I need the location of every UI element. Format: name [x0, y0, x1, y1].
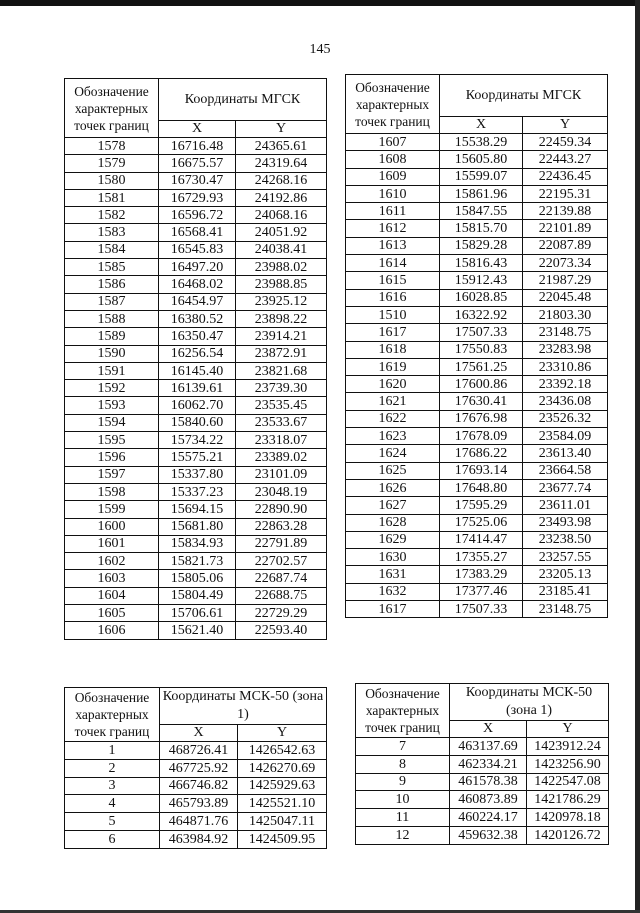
x-coordinate-cell: 15575.21 [159, 449, 236, 466]
point-id-cell: 1598 [65, 483, 159, 500]
x-coordinate-cell: 17377.46 [440, 583, 523, 600]
point-id-cell: 1630 [346, 549, 440, 566]
point-id-cell: 1614 [346, 255, 440, 272]
x-coordinate-cell: 15337.80 [159, 466, 236, 483]
point-id-cell: 1593 [65, 397, 159, 414]
x-coordinate-cell: 17630.41 [440, 393, 523, 410]
x-column-header: X [450, 721, 527, 738]
x-coordinate-cell: 17507.33 [440, 601, 523, 618]
x-coordinate-cell: 15815.70 [440, 220, 523, 237]
table-row [356, 809, 609, 827]
point-id-cell: 1609 [346, 168, 440, 185]
coordinates-header: Координаты МГСК [159, 79, 327, 121]
table-row [346, 168, 608, 185]
table-row [65, 759, 327, 777]
point-id-cell: 1591 [65, 362, 159, 379]
y-coordinate-cell: 1421786.29 [527, 791, 609, 809]
y-coordinate-cell: 23898.22 [236, 310, 327, 327]
point-id-cell: 1578 [65, 138, 159, 155]
point-id-cell: 8 [356, 755, 450, 773]
y-coordinate-cell: 22687.74 [236, 570, 327, 587]
y-coordinate-cell: 1420978.18 [527, 809, 609, 827]
point-id-cell: 4 [65, 795, 160, 813]
x-coordinate-cell: 16139.61 [159, 380, 236, 397]
y-coordinate-cell: 22139.88 [523, 203, 608, 220]
x-coordinate-cell: 17525.06 [440, 514, 523, 531]
y-coordinate-cell: 24051.92 [236, 224, 327, 241]
point-id-cell: 5 [65, 813, 160, 831]
point-id-cell: 1613 [346, 237, 440, 254]
table-row [356, 755, 609, 773]
y-coordinate-cell: 24365.61 [236, 138, 327, 155]
y-coordinate-cell: 22863.28 [236, 518, 327, 535]
x-coordinate-cell: 16256.54 [159, 345, 236, 362]
table-row [356, 773, 609, 791]
point-id-cell: 1589 [65, 328, 159, 345]
table-row [65, 328, 327, 345]
point-id-cell: 1580 [65, 172, 159, 189]
table-row [346, 237, 608, 254]
y-coordinate-cell: 24268.16 [236, 172, 327, 189]
x-coordinate-cell: 461578.38 [450, 773, 527, 791]
y-coordinate-cell: 23238.50 [523, 531, 608, 548]
point-id-cell: 12 [356, 826, 450, 844]
x-coordinate-cell: 15734.22 [159, 432, 236, 449]
x-coordinate-cell: 462334.21 [450, 755, 527, 773]
designation-header: Обозначение характерных точек границ [346, 75, 440, 134]
y-coordinate-cell: 22436.45 [523, 168, 608, 185]
point-id-cell: 2 [65, 759, 160, 777]
x-coordinate-cell: 17414.47 [440, 531, 523, 548]
table-row [65, 432, 327, 449]
x-coordinate-cell: 16145.40 [159, 362, 236, 379]
point-id-cell: 1611 [346, 203, 440, 220]
y-coordinate-cell: 23584.09 [523, 428, 608, 445]
table-row [346, 185, 608, 202]
y-coordinate-cell: 23205.13 [523, 566, 608, 583]
coordinates-table-mgsk-right [345, 74, 608, 618]
table-row [346, 566, 608, 583]
x-coordinate-cell: 17595.29 [440, 497, 523, 514]
point-id-cell: 1617 [346, 324, 440, 341]
y-coordinate-cell: 22459.34 [523, 134, 608, 151]
x-coordinate-cell: 15829.28 [440, 237, 523, 254]
x-coordinate-cell: 17600.86 [440, 376, 523, 393]
y-coordinate-cell: 23101.09 [236, 466, 327, 483]
x-coordinate-cell: 16675.57 [159, 155, 236, 172]
point-id-cell: 9 [356, 773, 450, 791]
table-row [65, 155, 327, 172]
y-coordinate-cell: 1425047.11 [238, 813, 327, 831]
table-row [346, 497, 608, 514]
y-coordinate-cell: 23257.55 [523, 549, 608, 566]
x-coordinate-cell: 17693.14 [440, 462, 523, 479]
x-coordinate-cell: 16545.83 [159, 241, 236, 258]
table-row [356, 738, 609, 756]
table-row [356, 791, 609, 809]
y-coordinate-cell: 23988.85 [236, 276, 327, 293]
y-coordinate-cell: 23677.74 [523, 479, 608, 496]
y-column-header: Y [238, 725, 327, 742]
x-coordinate-cell: 15861.96 [440, 185, 523, 202]
x-column-header: X [160, 725, 238, 742]
table-row [346, 410, 608, 427]
table-row [346, 462, 608, 479]
x-coordinate-cell: 15621.40 [159, 622, 236, 639]
page-number: 145 [309, 42, 331, 57]
x-coordinate-cell: 15538.29 [440, 134, 523, 151]
point-id-cell: 1628 [346, 514, 440, 531]
table-row [65, 605, 327, 622]
table-row [65, 189, 327, 206]
point-id-cell: 10 [356, 791, 450, 809]
x-coordinate-cell: 463137.69 [450, 738, 527, 756]
table-row [65, 362, 327, 379]
table-row [346, 220, 608, 237]
point-id-cell: 1590 [65, 345, 159, 362]
table-row [346, 428, 608, 445]
table-row [65, 138, 327, 155]
point-id-cell: 1629 [346, 531, 440, 548]
x-coordinate-cell: 16497.20 [159, 259, 236, 276]
x-coordinate-cell: 466746.82 [160, 777, 238, 795]
point-id-cell: 1605 [65, 605, 159, 622]
y-coordinate-cell: 23283.98 [523, 341, 608, 358]
point-id-cell: 1620 [346, 376, 440, 393]
table-row [346, 514, 608, 531]
table-row [65, 813, 327, 831]
y-coordinate-cell: 23988.02 [236, 259, 327, 276]
point-id-cell: 1602 [65, 553, 159, 570]
point-id-cell: 1610 [346, 185, 440, 202]
y-coordinate-cell: 1425929.63 [238, 777, 327, 795]
point-id-cell: 1625 [346, 462, 440, 479]
x-coordinate-cell: 16454.97 [159, 293, 236, 310]
table-row [65, 742, 327, 760]
x-coordinate-cell: 460873.89 [450, 791, 527, 809]
x-coordinate-cell: 15694.15 [159, 501, 236, 518]
y-coordinate-cell: 1424509.95 [238, 830, 327, 848]
x-coordinate-cell: 17686.22 [440, 445, 523, 462]
x-coordinate-cell: 16729.93 [159, 189, 236, 206]
table-row [346, 445, 608, 462]
point-id-cell: 1618 [346, 341, 440, 358]
designation-header: Обозначение характерных точек границ [65, 688, 160, 742]
y-coordinate-cell: 23533.67 [236, 414, 327, 431]
coordinates-table-mgsk-left [64, 78, 327, 640]
y-coordinate-cell: 22890.90 [236, 501, 327, 518]
y-coordinate-cell: 23436.08 [523, 393, 608, 410]
y-coordinate-cell: 23925.12 [236, 293, 327, 310]
x-coordinate-cell: 465793.89 [160, 795, 238, 813]
point-id-cell: 1603 [65, 570, 159, 587]
point-id-cell: 1 [65, 742, 160, 760]
table-row [65, 345, 327, 362]
point-id-cell: 1604 [65, 587, 159, 604]
point-id-cell: 1585 [65, 259, 159, 276]
y-coordinate-cell: 23493.98 [523, 514, 608, 531]
point-id-cell: 1594 [65, 414, 159, 431]
table-row [65, 310, 327, 327]
x-coordinate-cell: 15912.43 [440, 272, 523, 289]
x-coordinate-cell: 17561.25 [440, 358, 523, 375]
x-coordinate-cell: 15804.49 [159, 587, 236, 604]
table-row [346, 549, 608, 566]
y-coordinate-cell: 23914.21 [236, 328, 327, 345]
y-coordinate-cell: 23613.40 [523, 445, 608, 462]
y-coordinate-cell: 23148.75 [523, 601, 608, 618]
y-coordinate-cell: 22593.40 [236, 622, 327, 639]
coordinates-header: Координаты МСК-50 (зона 1) [160, 688, 327, 725]
coordinates-table-msk50-right [355, 683, 609, 845]
table-row [346, 358, 608, 375]
y-coordinate-cell: 24068.16 [236, 207, 327, 224]
x-coordinate-cell: 15605.80 [440, 151, 523, 168]
point-id-cell: 1584 [65, 241, 159, 258]
y-coordinate-cell: 1425521.10 [238, 795, 327, 813]
table-row [65, 830, 327, 848]
table-row [65, 795, 327, 813]
y-coordinate-cell: 23872.91 [236, 345, 327, 362]
coordinates-table-msk50-left [64, 687, 327, 849]
x-coordinate-cell: 17676.98 [440, 410, 523, 427]
scan-border-top [0, 0, 640, 6]
point-id-cell: 1583 [65, 224, 159, 241]
table-row [65, 449, 327, 466]
table-row [65, 224, 327, 241]
table-row [356, 826, 609, 844]
point-id-cell: 1582 [65, 207, 159, 224]
point-id-cell: 11 [356, 809, 450, 827]
table-row [346, 203, 608, 220]
y-coordinate-cell: 22702.57 [236, 553, 327, 570]
x-coordinate-cell: 15834.93 [159, 535, 236, 552]
x-coordinate-cell: 463984.92 [160, 830, 238, 848]
y-column-header: Y [527, 721, 609, 738]
x-coordinate-cell: 15816.43 [440, 255, 523, 272]
x-coordinate-cell: 17507.33 [440, 324, 523, 341]
designation-header: Обозначение характерных точек границ [356, 684, 450, 738]
x-coordinate-cell: 15805.06 [159, 570, 236, 587]
table-row [65, 207, 327, 224]
x-coordinate-cell: 15681.80 [159, 518, 236, 535]
table-row [65, 241, 327, 258]
y-coordinate-cell: 23389.02 [236, 449, 327, 466]
x-coordinate-cell: 16062.70 [159, 397, 236, 414]
point-id-cell: 1587 [65, 293, 159, 310]
point-id-cell: 1600 [65, 518, 159, 535]
table-row [65, 622, 327, 639]
y-coordinate-cell: 21803.30 [523, 306, 608, 323]
table-row [65, 483, 327, 500]
table-row [346, 376, 608, 393]
x-column-header: X [440, 117, 523, 134]
x-coordinate-cell: 16716.48 [159, 138, 236, 155]
y-coordinate-cell: 23821.68 [236, 362, 327, 379]
y-coordinate-cell: 23392.18 [523, 376, 608, 393]
y-coordinate-cell: 23611.01 [523, 497, 608, 514]
table-row [346, 531, 608, 548]
y-coordinate-cell: 22195.31 [523, 185, 608, 202]
y-coordinate-cell: 23739.30 [236, 380, 327, 397]
table-row [346, 151, 608, 168]
y-coordinate-cell: 22087.89 [523, 237, 608, 254]
point-id-cell: 1586 [65, 276, 159, 293]
y-coordinate-cell: 1426542.63 [238, 742, 327, 760]
table-row [65, 276, 327, 293]
x-coordinate-cell: 15337.23 [159, 483, 236, 500]
point-id-cell: 1601 [65, 535, 159, 552]
x-coordinate-cell: 15599.07 [440, 168, 523, 185]
table-row [346, 255, 608, 272]
y-coordinate-cell: 1426270.69 [238, 759, 327, 777]
table-row [346, 583, 608, 600]
x-coordinate-cell: 15706.61 [159, 605, 236, 622]
table-row [346, 324, 608, 341]
point-id-cell: 1596 [65, 449, 159, 466]
table-row [346, 601, 608, 618]
x-coordinate-cell: 17678.09 [440, 428, 523, 445]
y-coordinate-cell: 23148.75 [523, 324, 608, 341]
y-coordinate-cell: 1420126.72 [527, 826, 609, 844]
point-id-cell: 6 [65, 830, 160, 848]
y-coordinate-cell: 1422547.08 [527, 773, 609, 791]
y-column-header: Y [236, 121, 327, 138]
x-coordinate-cell: 16468.02 [159, 276, 236, 293]
scan-border-right [635, 0, 640, 913]
y-coordinate-cell: 23664.58 [523, 462, 608, 479]
point-id-cell: 1579 [65, 155, 159, 172]
table-row [65, 570, 327, 587]
point-id-cell: 1595 [65, 432, 159, 449]
coordinates-header: Координаты МСК-50 (зона 1) [450, 684, 609, 721]
table-row [65, 587, 327, 604]
x-coordinate-cell: 15840.60 [159, 414, 236, 431]
table-row [65, 380, 327, 397]
x-coordinate-cell: 16380.52 [159, 310, 236, 327]
point-id-cell: 1626 [346, 479, 440, 496]
designation-header: Обозначение характерных точек границ [65, 79, 159, 138]
x-coordinate-cell: 16730.47 [159, 172, 236, 189]
table-row [65, 501, 327, 518]
x-coordinate-cell: 464871.76 [160, 813, 238, 831]
table-row [346, 306, 608, 323]
x-coordinate-cell: 15821.73 [159, 553, 236, 570]
table-row [65, 553, 327, 570]
table-row [346, 134, 608, 151]
x-coordinate-cell: 17355.27 [440, 549, 523, 566]
y-coordinate-cell: 21987.29 [523, 272, 608, 289]
point-id-cell: 1581 [65, 189, 159, 206]
point-id-cell: 1615 [346, 272, 440, 289]
x-coordinate-cell: 467725.92 [160, 759, 238, 777]
table-row [346, 341, 608, 358]
point-id-cell: 1612 [346, 220, 440, 237]
point-id-cell: 1619 [346, 358, 440, 375]
y-coordinate-cell: 23310.86 [523, 358, 608, 375]
y-coordinate-cell: 23048.19 [236, 483, 327, 500]
point-id-cell: 1608 [346, 151, 440, 168]
table-row [65, 414, 327, 431]
x-coordinate-cell: 16322.92 [440, 306, 523, 323]
y-coordinate-cell: 1423256.90 [527, 755, 609, 773]
point-id-cell: 1624 [346, 445, 440, 462]
coordinates-header: Координаты МГСК [440, 75, 608, 117]
y-coordinate-cell: 1423912.24 [527, 738, 609, 756]
point-id-cell: 1627 [346, 497, 440, 514]
table-row [65, 466, 327, 483]
table-row [65, 535, 327, 552]
y-coordinate-cell: 24038.41 [236, 241, 327, 258]
y-coordinate-cell: 22729.29 [236, 605, 327, 622]
point-id-cell: 1621 [346, 393, 440, 410]
table-row [346, 289, 608, 306]
table-row [65, 777, 327, 795]
y-coordinate-cell: 22443.27 [523, 151, 608, 168]
x-coordinate-cell: 15847.55 [440, 203, 523, 220]
point-id-cell: 1622 [346, 410, 440, 427]
table-row [346, 479, 608, 496]
point-id-cell: 1632 [346, 583, 440, 600]
table-row [65, 518, 327, 535]
table-row [65, 397, 327, 414]
x-coordinate-cell: 17383.29 [440, 566, 523, 583]
x-coordinate-cell: 16568.41 [159, 224, 236, 241]
x-coordinate-cell: 16028.85 [440, 289, 523, 306]
y-coordinate-cell: 23526.32 [523, 410, 608, 427]
table-row [65, 259, 327, 276]
point-id-cell: 7 [356, 738, 450, 756]
x-coordinate-cell: 17648.80 [440, 479, 523, 496]
y-coordinate-cell: 24192.86 [236, 189, 327, 206]
point-id-cell: 1599 [65, 501, 159, 518]
point-id-cell: 1616 [346, 289, 440, 306]
table-row [65, 172, 327, 189]
y-coordinate-cell: 22688.75 [236, 587, 327, 604]
point-id-cell: 1597 [65, 466, 159, 483]
x-coordinate-cell: 17550.83 [440, 341, 523, 358]
point-id-cell: 1588 [65, 310, 159, 327]
point-id-cell: 1606 [65, 622, 159, 639]
x-column-header: X [159, 121, 236, 138]
point-id-cell: 1592 [65, 380, 159, 397]
x-coordinate-cell: 16350.47 [159, 328, 236, 345]
x-coordinate-cell: 459632.38 [450, 826, 527, 844]
y-column-header: Y [523, 117, 608, 134]
point-id-cell: 1617 [346, 601, 440, 618]
table-row [346, 272, 608, 289]
x-coordinate-cell: 468726.41 [160, 742, 238, 760]
x-coordinate-cell: 460224.17 [450, 809, 527, 827]
y-coordinate-cell: 22045.48 [523, 289, 608, 306]
table-row [346, 393, 608, 410]
y-coordinate-cell: 23318.07 [236, 432, 327, 449]
y-coordinate-cell: 22101.89 [523, 220, 608, 237]
point-id-cell: 1607 [346, 134, 440, 151]
point-id-cell: 1631 [346, 566, 440, 583]
y-coordinate-cell: 22791.89 [236, 535, 327, 552]
table-row [65, 293, 327, 310]
point-id-cell: 1510 [346, 306, 440, 323]
x-coordinate-cell: 16596.72 [159, 207, 236, 224]
point-id-cell: 3 [65, 777, 160, 795]
point-id-cell: 1623 [346, 428, 440, 445]
y-coordinate-cell: 23185.41 [523, 583, 608, 600]
y-coordinate-cell: 22073.34 [523, 255, 608, 272]
y-coordinate-cell: 24319.64 [236, 155, 327, 172]
y-coordinate-cell: 23535.45 [236, 397, 327, 414]
